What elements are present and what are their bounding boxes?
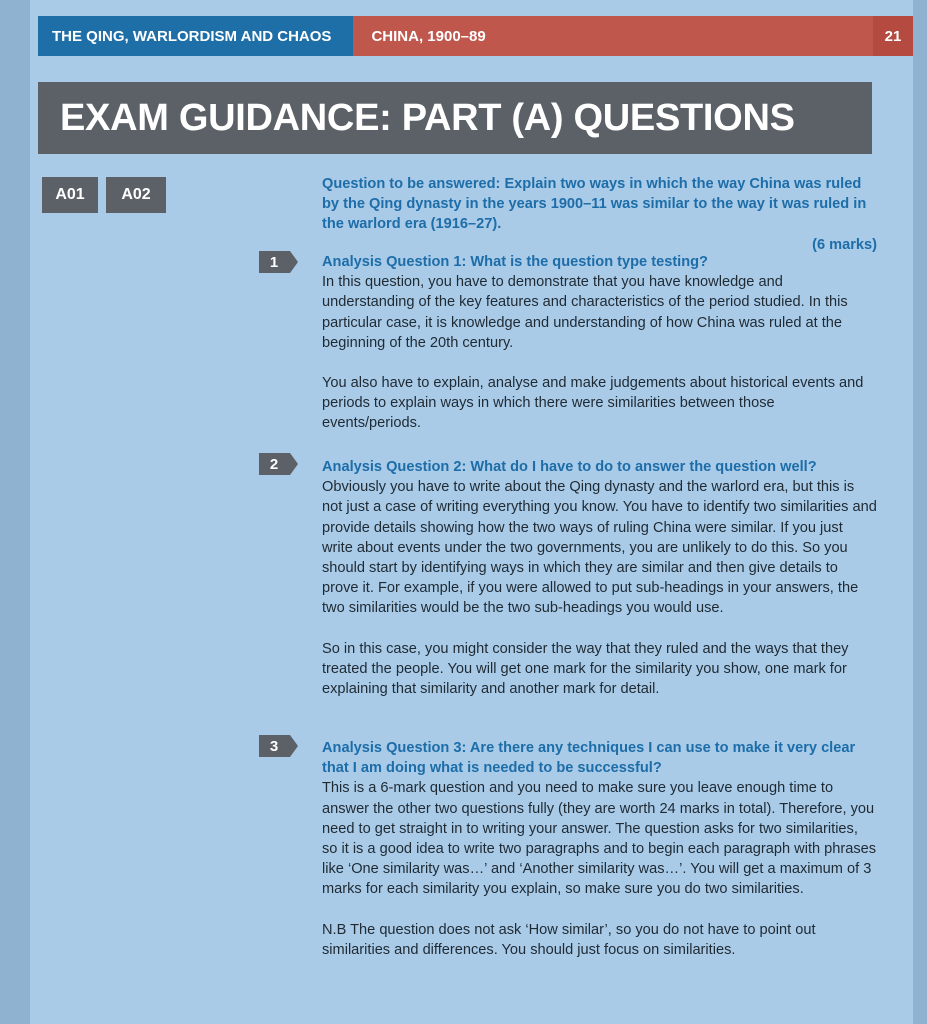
question-marks: (6 marks) [812,236,877,253]
analysis-3-paragraph-1: This is a 6-mark question and you need to make sure you leave enough time to answer the other two questions fully (they are worth 24 marks in total). Therefore, you need to get straight in to writing your answer. The question asks for two similarities, so it is a good idea to write two paragraphs and to begin each paragraph with phrases like ‘One similarity was…’ and ‘Another similarity was…’. You will get a maximum of 3 marks for each similarity you explain, so make sure you do two similarities. [322,780,877,898]
analysis-title-3: Analysis Question 3: Are there any techniques I can use to make it very clear that I am doing what is needed to be successful? [322,740,856,777]
step-number-2 [259,453,299,475]
step-number-label: 1 [269,253,279,271]
section-title: THE QING, WARLORDISM AND CHAOS [38,16,353,56]
badge-a02: A02 [106,177,166,213]
analysis-title-2: Analysis Question 2: What do I have to do to answer the question well? [322,459,817,475]
question-text: Question to be answered: Explain two ways in which the way China was ruled by the Qing dynasty in the years 1900–11 was similar to the way it was ruled in the warlord era (1916–27). [322,176,867,233]
analysis-block-1 [322,252,877,434]
analysis-block-3 [322,738,877,960]
analysis-1-paragraph-2: You also have to explain, analyse and make judgements about historical events and periods to explain ways in which there were similarities between those events/periods. [322,375,864,432]
analysis-title-1: Analysis Question 1: What is the question type testing? [322,254,708,270]
book-title: CHINA, 1900–89 [353,16,873,56]
step-number-3 [259,735,299,757]
analysis-2-paragraph-1: Obviously you have to write about the Qing dynasty and the warlord era, but this is not just a case of writing everything you know. You have to identify two similarities and provide details showing how the two ways of ruling China were similar. If you just write about events under the two governments, you are unlikely to do this. So you should start by identifying ways in which they are similar and then give details to prove it. For example, if you were allowed to put sub-headings in your answers, the two similarities would be the two sub-headings you would use. [322,479,877,617]
step-number-label: 3 [269,737,279,755]
analysis-1-paragraph-1: In this question, you have to demonstrate that you have knowledge and understanding of the key features and characteristics of the period studied. In this particular case, it is knowledge and understanding of how China was ruled at the beginning of the 20th century. [322,274,848,351]
analysis-2-paragraph-2: So in this case, you might consider the way that they ruled and the ways that they treated the people. You will get one mark for the similarity you show, one mark for explaining that similarity and another mark for detail. [322,640,849,698]
page-title: EXAM GUIDANCE: PART (A) QUESTIONS [38,82,872,154]
analysis-block-2 [322,457,877,699]
running-header [38,16,913,56]
step-number-label: 2 [269,455,279,473]
analysis-3-paragraph-2: N.B The question does not ask ‘How similar’, so you do not have to point out similarities and differences. You should just focus on similarities. [322,921,816,958]
page-number: 21 [873,16,913,56]
step-number-1 [259,251,299,273]
badge-a01: A01 [42,177,98,213]
exam-question [322,174,877,255]
